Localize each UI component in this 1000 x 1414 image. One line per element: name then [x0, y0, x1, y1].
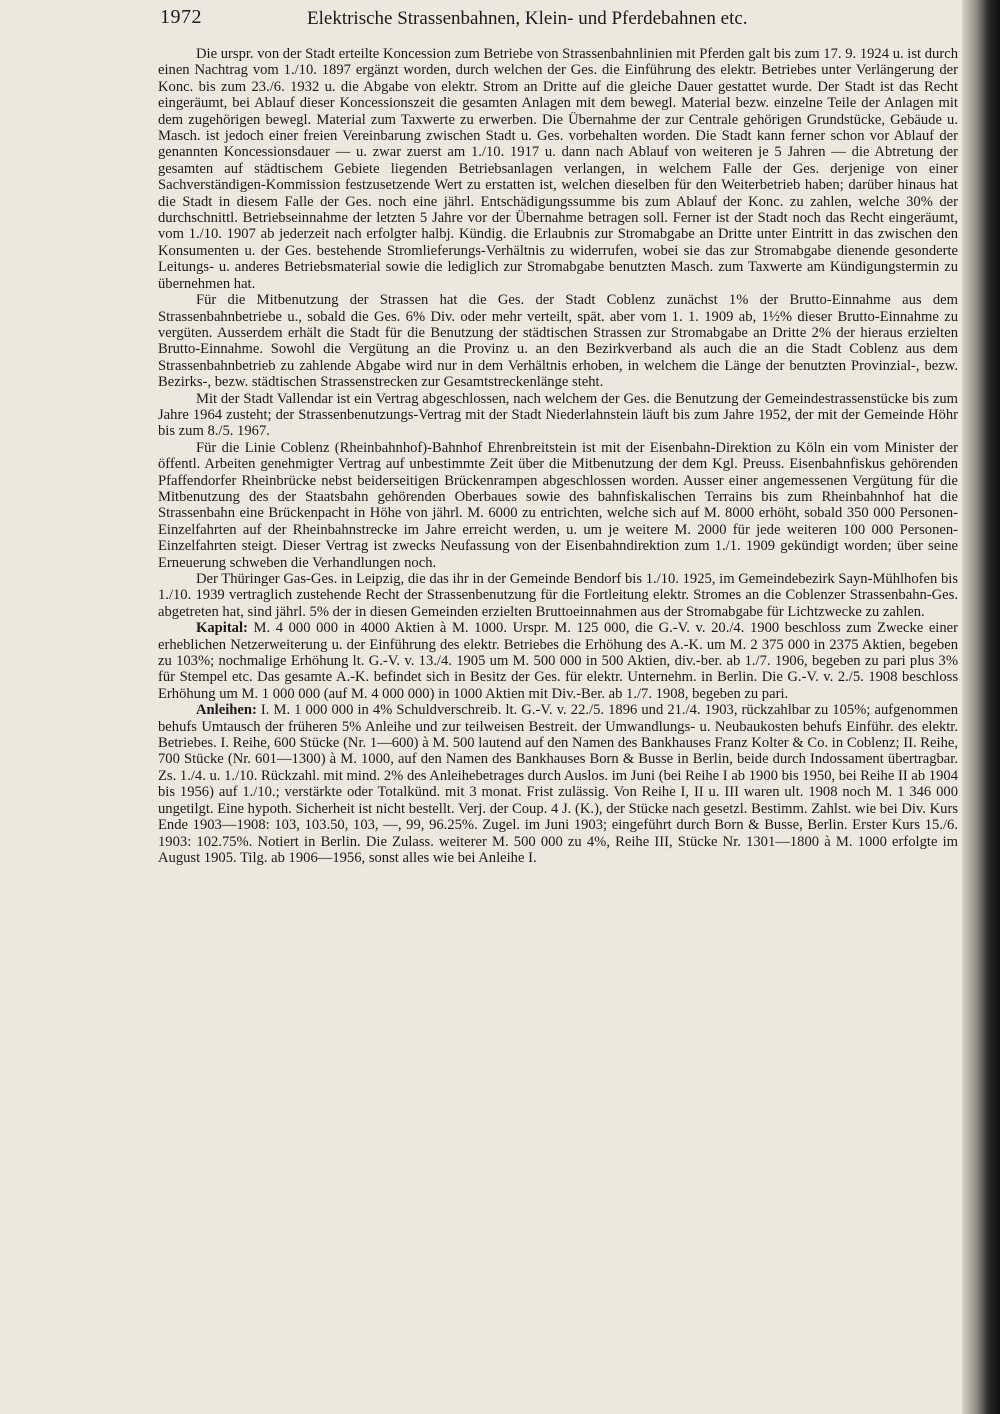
- paragraph-anleihen: [158, 702, 958, 866]
- kapital-label: Kapital:: [196, 620, 248, 637]
- paragraph-thueringer-gas: Der Thüringer Gas-Ges. in Leipzig, die das ihr in der Gemeinde Bendorf bis 1./10. 1925, im Gemeindebezirk Sayn-Mühlhofen bis 1./10. 1939 vertraglich zustehende Recht der Strassenbenutzung für die Fortleitung elektr. Stromes an die Coblenzer Strassenbahn-Ges. abgetreten hat, sind jährl. 5% der in diesen Gemeinden erzielten Bruttoeinnahmen aus der Stromabgabe für Lichtzwecke zu zahlen.: [158, 571, 958, 620]
- anleihen-text: I. M. 1 000 000 in 4% Schuldverschreib. lt. G.-V. v. 22./5. 1896 und 21./4. 1903, rückzahlbar zu 105%; aufgenommen behufs Umtausch der früheren 5% Anleihe und zur teilweisen Bestreit. der Umwandlungs- u. Neubaukosten behufs Einführ. des elektr. Betriebes. I. Reihe, 600 Stücke (Nr. 1—600) à M. 500 lautend auf den Namen des Bankhauses Franz Kolter & Co. in Coblenz; II. Reihe, 700 Stücke (Nr. 601—1300) à M. 1000, auf den Namen des Bankhauses Born & Busse in Berlin, beide durch Indossament übertragbar. Zs. 1./4. u. 1./10. Rückzahl. mit mind. 2% des Anleihebetrages durch Auslos. im Juni (bei Reihe I ab 1900 bis 1950, bei Reihe II ab 1904 bis 1956) auf 1./10.; verstärkte oder Totalkünd. mit 3 monat. Frist zulässig. Von Reihe I, II u. III waren ult. 1908 noch M. 1 346 000 ungetilgt. Eine hypoth. Sicherheit ist nicht bestellt. Verj. der Coup. 4 J. (K.), der Stücke nach gesetzl. Bestimm. Zahlst. wie bei Div. Kurs Ende 1903—1908: 103, 103.50, 103, —, 99, 96.25%. Zugel. im Juni 1903; eingeführt durch Born & Busse, Berlin. Erster Kurs 15./6. 1903: 102.75%. Notiert in Berlin. Die Zulass. weiterer M. 500 000 zu 4%, Reihe III, Stücke Nr. 1301—1800 à M. 1000 erfolgte im August 1905. Tilg. ab 1906—1956, sonst alles wie bei Anleihe I.: [158, 702, 958, 866]
- paragraph-koncession: Die urspr. von der Stadt erteilte Koncession zum Betriebe von Strassenbahnlinien mit Pferden galt bis zum 17. 9. 1924 u. ist durch einen Nachtrag vom 1./10. 1897 ergänzt worden, durch welchen der Ges. die Einführung des elektr. Betriebes unter Verlängerung der Konc. bis zum 23./6. 1932 u. die Abgabe von elektr. Strom an Dritte auf die gleiche Dauer gestattet wurde. Der Stadt ist das Recht eingeräumt, bei Ablauf dieser Koncessionszeit die gesamten Anlagen mit dem bewegl. Material bezw. einzelne Teile der Anlagen mit dem zugehörigen bewegl. Material zum Taxwerte zu erwerben. Die Übernahme der zur Centrale gehörigen Grundstücke, Gebäude u. Masch. ist jedoch einer freien Vereinbarung zwischen Stadt u. Ges. vorbehalten worden. Die Stadt kann ferner schon vor Ablauf der genannten Koncessionsdauer — u. zwar zuerst am 1./10. 1917 u. dann nach Ablauf von weiteren je 5 Jahren — die Abtretung der gesamten auf städtischem Gebiete liegenden Betriebsanlagen verlangen, in welchem Falle der Ges. derjenige von einer Sachverständigen-Kommission festzusetzende Wert zu erstatten ist, welchen dieselben für den Weiterbetrieb haben; darüber hinaus hat die Stadt in diesem Falle der Ges. noch eine jährl. Entschädigungssumme bis zum Ablauf der Konc. zu zahlen, welche 30% der durchschnittl. Betriebseinnahme der letzten 5 Jahre vor der Übernahme betragen soll. Ferner ist der Stadt noch das Recht eingeräumt, vom 1./10. 1907 ab jederzeit nach erfolgter halbj. Kündig. die Erlaubnis zur Stromabgabe an Dritte unter Eintritt in das zwischen den Konsumenten u. der Ges. bestehende Stromlieferungs-Verhältnis zu widerrufen, wobei sie das zur Stromabgabe dienende gesonderte Leitungs- u. anderes Betriebsmaterial sowie die lediglich zur Stromabgabe benutzten Masch. zum Taxwerte am Kündigungstermin zu übernehmen hat.: [158, 46, 958, 292]
- body-text: [158, 46, 958, 1376]
- paragraph-vallendar: Mit der Stadt Vallendar ist ein Vertrag abgeschlossen, nach welchem der Ges. die Benutzung der Gemeindestrassenstücke bis zum Jahre 1964 zusteht; der Strassenbenutzungs-Vertrag mit der Stadt Niederlahnstein läuft bis zum Jahre 1952, der mit der Gemeinde Höhr bis zum 8./5. 1967.: [158, 390, 958, 440]
- paragraph-kapital: [158, 620, 958, 702]
- running-title: Elektrische Strassenbahnen, Klein- und Pferdebahnen etc.: [307, 8, 748, 29]
- page-number: 1972: [160, 6, 202, 28]
- kapital-text: M. 4 000 000 in 4000 Aktien à M. 1000. Urspr. M. 125 000, die G.-V. v. 20./4. 1900 beschloss zum Zwecke einer erheblichen Netzerweiterung u. der Einführung des elektr. Betriebes die Erhöhung des A.-K. um M. 2 375 000 in 2375 Aktien, begeben zu 103%; nochmalige Erhöhung lt. G.-V. v. 13./4. 1905 um M. 500 000 in 500 Aktien, div.-ber. ab 1./7. 1906, begeben zu pari plus 3% für Stempel etc. Das gesamte A.-K. befindet sich in Besitz der Ges. für elektr. Unternehm. in Berlin. Die G.-V. v. 2./5. 1908 beschloss Erhöhung um M. 1 000 000 (auf M. 4 000 000) in 1000 Aktien mit Div.-Ber. ab 1./7. 1908, begeben zu pari.: [158, 620, 958, 702]
- page-header: [160, 6, 960, 36]
- page-edge-shadow: [962, 0, 1000, 1414]
- anleihen-label: Anleihen:: [196, 702, 257, 719]
- paragraph-strassenbenutzung: Für die Mitbenutzung der Strassen hat die Ges. der Stadt Coblenz zunächst 1% der Brutto-Einnahme aus dem Strassenbahnbetriebe u., sobald die Ges. 6% Div. oder mehr verteilt, spät. aber vom 1. 1. 1909 ab, 1½% dieser Brutto-Einnahme zu vergüten. Ausserdem erhält die Stadt für die Benutzung der städtischen Strassen zur Stromabgabe an Dritte 2% der hieraus erzielten Brutto-Einnahme. Sowohl die Vergütung an die Provinz u. an den Bezirkverband als auch die an die Stadt Coblenz aus dem Strassenbahnbetrieb zu zahlende Abgabe wird nur in dem Verhältnis erhoben, in welchem die Länge der benutzten Provinzial-, bezw. Bezirks-, bezw. städtischen Strassenstrecken zur Gesamtstreckenlänge steht.: [158, 292, 958, 391]
- paragraph-rheinbruecke: Für die Linie Coblenz (Rheinbahnhof)-Bahnhof Ehrenbreitstein ist mit der Eisenbahn-Direktion zu Köln ein vom Minister der öffentl. Arbeiten genehmigter Vertrag auf unbestimmte Zeit über die Mitbenutzung der dem Kgl. Preuss. Eisenbahnfiskus gehörenden Pfaffendorfer Rheinbrücke nebst beiderseitigen Brückenrampen abgeschlossen worden. Ausser einer angemessenen Vergütung für die Mitbenutzung des der Staatsbahn gehörenden Oberbaues sowie des bahnfiskalischen Terrains bis zum Rheinbahnhof hat die Strassenbahn eine Brückenpacht in Höhe von jährl. M. 6000 zu entrichten, welche sich auf M. 8000 erhöht, sobald 350 000 Personen-Einzelfahrten auf der Rheinbahnstrecke im Jahre erreicht werden, u. um je weitere M. 2000 für jede weiteren 100 000 Personen-Einzelfahrten steigt. Dieser Vertrag ist zwecks Neufassung von der Eisenbahndirektion zum 1./1. 1909 gekündigt worden; über seine Erneuerung schweben die Verhandlungen noch.: [158, 439, 958, 571]
